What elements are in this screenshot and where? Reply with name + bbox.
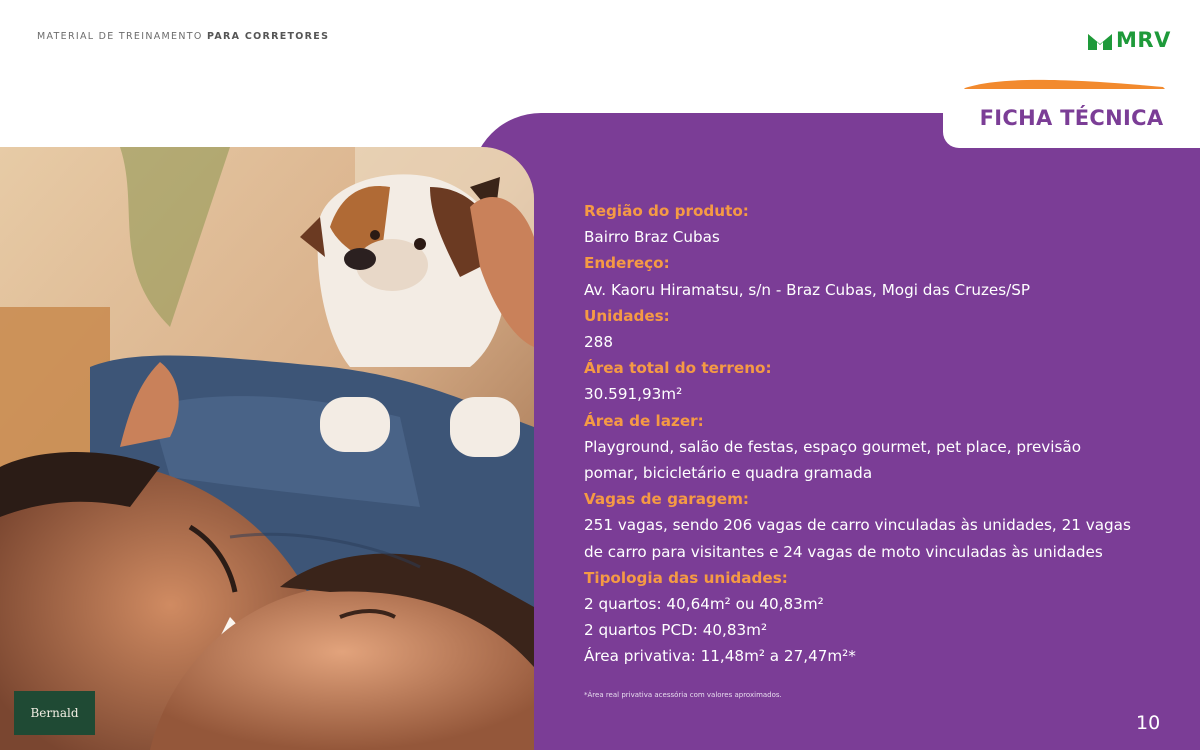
header-kicker-bold: PARA CORRETORES: [206, 31, 330, 42]
detail-label: Área total do terreno:: [584, 359, 772, 378]
detail-value: Av. Kaoru Hiramatsu, s/n - Braz Cubas, Mogi das Cruzes/SP: [584, 280, 1031, 299]
detail-value: 251 vagas, sendo 206 vagas de carro vinculadas às unidades, 21 vagas: [584, 516, 1131, 535]
bernald-text: Bernald: [30, 706, 79, 720]
header-kicker-light: MATERIAL DE TREINAMENTO: [37, 31, 207, 42]
detail-value: 2 quartos PCD: 40,83m²: [584, 621, 768, 640]
detail-value: Playground, salão de festas, espaço gourmet, pet place, previsão: [584, 437, 1082, 456]
detail-block: [584, 303, 1144, 355]
bernald-badge: [14, 691, 95, 735]
detail-block: [584, 486, 1144, 565]
detail-block: [584, 250, 1144, 302]
tech-sheet-content: [584, 198, 1144, 670]
detail-value: 30.591,93m²: [584, 385, 683, 404]
detail-block: [584, 355, 1144, 407]
ficha-tab: [943, 89, 1200, 148]
detail-label: Unidades:: [584, 306, 670, 325]
detail-block: [584, 408, 1144, 487]
mrv-logo: [1088, 28, 1171, 52]
brand-name: MRV: [1116, 28, 1171, 52]
header-kicker: [37, 31, 329, 42]
detail-value: 288: [584, 333, 613, 352]
detail-label: Região do produto:: [584, 202, 749, 220]
detail-value: Área privativa: 11,48m² a 27,47m²*: [584, 647, 856, 666]
footnote: *Área real privativa acessória com valores aproximados.: [584, 691, 782, 699]
page-title: FICHA TÉCNICA: [979, 106, 1164, 130]
photo-illustration: [0, 147, 534, 750]
detail-value: pomar, bicicletário e quadra gramada: [584, 464, 873, 483]
detail-value: de carro para visitantes e 24 vagas de moto vinculadas às unidades: [584, 542, 1103, 561]
detail-label: Área de lazer:: [584, 411, 704, 430]
mrv-m-icon: [1088, 30, 1112, 50]
detail-value: 2 quartos: 40,64m² ou 40,83m²: [584, 595, 824, 614]
detail-label: Vagas de garagem:: [584, 490, 750, 509]
detail-value: Bairro Braz Cubas: [584, 228, 720, 247]
detail-block: [584, 565, 1144, 670]
lifestyle-photo: [0, 147, 534, 750]
page-number: 10: [1136, 712, 1161, 734]
detail-label: Tipologia das unidades:: [584, 568, 788, 587]
detail-block: [584, 198, 1144, 250]
detail-label: Endereço:: [584, 254, 670, 273]
